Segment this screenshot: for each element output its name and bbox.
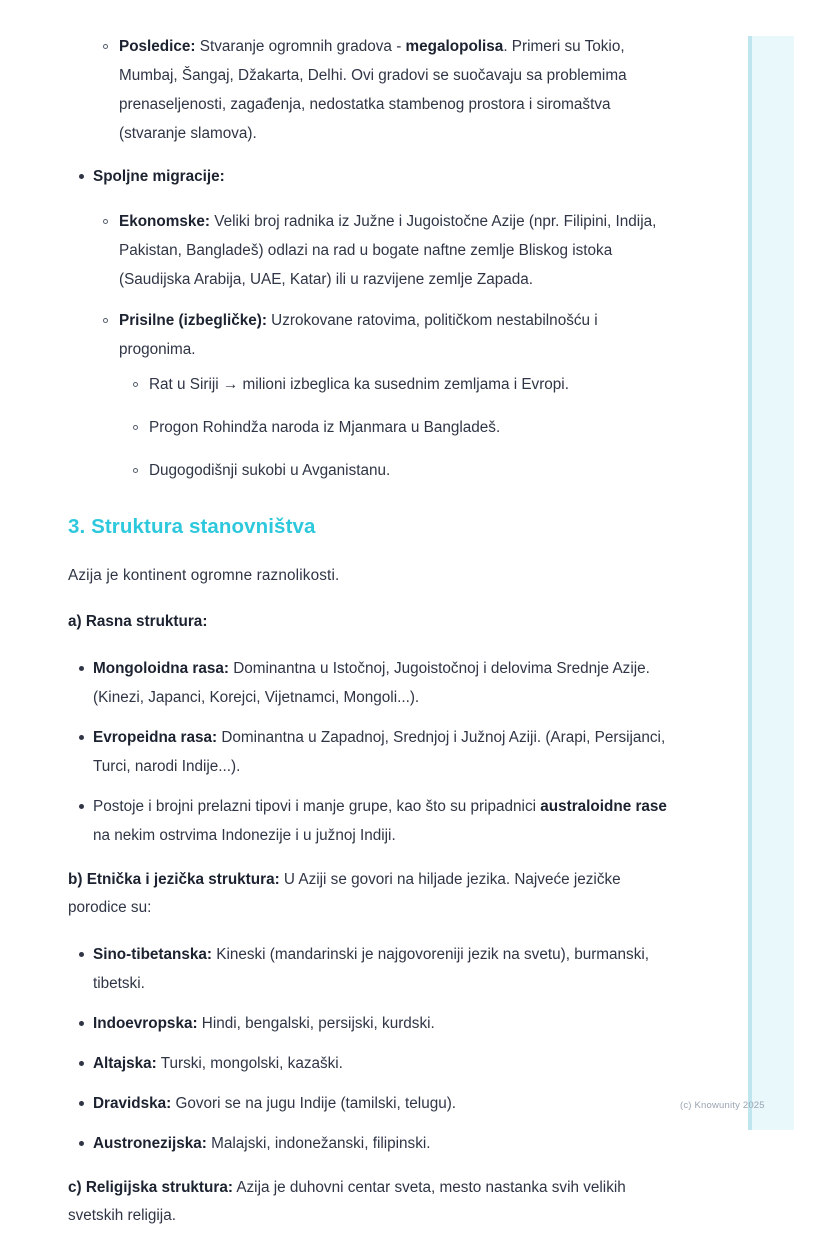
prelazni-tipovi-text-pre: Postoje i brojni prelazni tipovi i manje grupe, kao što su pripadnici bbox=[93, 798, 541, 815]
ekonomske-label: Ekonomske: bbox=[119, 213, 210, 230]
document-content bbox=[68, 32, 668, 1248]
mongoloidna-rasa-label: Mongoloidna rasa: bbox=[93, 660, 229, 677]
rasna-struktura-list bbox=[68, 654, 668, 850]
right-strip-edge-line bbox=[748, 36, 752, 1130]
list-item-austronezijska bbox=[68, 1129, 668, 1158]
ekonomske-text: Veliki broj radnika iz Južne i Jugoistočne Azije (npr. Filipini, Indija, Pakistan, Bangladeš) odlazi na rad u bogate naftne zemlje Bliskog istoka (Saudijska Arabija, UAE, Katar) ili u razvijene zemlje Zapada. bbox=[119, 213, 657, 288]
list-item-altajska bbox=[68, 1049, 668, 1078]
right-decorative-strip bbox=[748, 36, 794, 1130]
prisilne-text: Uzrokovane ratovima, političkom nestabilnošću i progonima. bbox=[119, 312, 598, 358]
etnicka-heading-rest: U Aziji se govori na hiljade jezika. Najveće jezičke porodice su: bbox=[68, 871, 621, 916]
section-heading-struktura-stanovnistva: 3. Struktura stanovništva bbox=[68, 515, 316, 538]
austronezijska-text: Malajski, indonežanski, filipinski. bbox=[206, 1135, 431, 1152]
subheading-etnicka-jezicka-struktura bbox=[68, 866, 668, 922]
mongoloidna-rasa-text: Dominantna u Istočnoj, Jugoistočnoj i delovima Srednje Azije. (Kinezi, Japanci, Korejci, Vijetnamci, Mongoli...). bbox=[93, 660, 650, 706]
section-3-intro-paragraph: Azija je kontinent ogromne raznolikosti. bbox=[68, 567, 340, 584]
list-item-ekonomske bbox=[68, 207, 668, 294]
posledice-text-3: . Primeri su Tokio, Mumbaj, Šangaj, Džakarta, Delhi. Ovi gradovi se suočavaju sa problemima prenaseljenosti, zagađenja, nedostatka stambenog prostora i siromaštva (stvaranje slamova). bbox=[119, 38, 627, 142]
subheading-rasna-struktura: a) Rasna struktura: bbox=[68, 613, 208, 630]
list-item: Rat u Siriji → milioni izbeglica ka susednim zemljama i Evropi. bbox=[119, 370, 668, 399]
jezicke-porodice-list bbox=[68, 940, 668, 1158]
migracije-sublist bbox=[68, 207, 668, 485]
megalopolisa-bold: megalopolisa bbox=[405, 38, 504, 55]
list-item-dravidska bbox=[68, 1089, 668, 1118]
austronezijska-label: Austronezijska: bbox=[93, 1135, 207, 1152]
religijska-heading-rest: Azija je duhovni centar sveta, mesto nastanka svih velikih svetskih religija. bbox=[68, 1179, 626, 1224]
indoevropska-label: Indoevropska: bbox=[93, 1015, 198, 1032]
posledice-text-1: Stvaranje ogromnih gradova - bbox=[195, 38, 406, 55]
evropeidna-rasa-label: Evropeidna rasa: bbox=[93, 729, 218, 746]
spoljne-migracije-label: Spoljne migracije: bbox=[93, 168, 225, 185]
australoidne-rase-bold: australoidne rase bbox=[540, 798, 667, 815]
etnicka-heading-label: b) Etnička i jezička struktura: bbox=[68, 871, 280, 888]
sino-tibetanska-text: Kineski (mandarinski je najgovoreniji jezik na svetu), burmanski, tibetski. bbox=[93, 946, 649, 992]
watermark-knowunity: (c) Knowunity 2025 bbox=[680, 1100, 765, 1111]
dravidska-text: Govori se na jugu Indije (tamilski, telugu). bbox=[171, 1095, 457, 1112]
posledice-list bbox=[68, 32, 668, 148]
sino-tibetanska-label: Sino-tibetanska: bbox=[93, 946, 212, 963]
altajska-text: Turski, mongolski, kazaški. bbox=[156, 1055, 343, 1072]
altajska-label: Altajska: bbox=[93, 1055, 157, 1072]
list-item-spoljne-migracije bbox=[68, 162, 668, 191]
subheading-religijska-struktura bbox=[68, 1174, 668, 1230]
prisilne-examples-list bbox=[119, 370, 668, 485]
prelazni-tipovi-text-post: na nekim ostrvima Indonezije i u južnoj Indiji. bbox=[93, 827, 396, 844]
prisilne-label: Prisilne (izbegličke): bbox=[119, 312, 267, 329]
list-item-posledice bbox=[68, 32, 668, 148]
dravidska-label: Dravidska: bbox=[93, 1095, 172, 1112]
list-item-mongoloidna-rasa bbox=[68, 654, 668, 712]
list-item-prelazni-tipovi bbox=[68, 792, 668, 850]
list-item-sino-tibetanska bbox=[68, 940, 668, 998]
list-item-indoevropska bbox=[68, 1009, 668, 1038]
list-item: Dugogodišnji sukobi u Avganistanu. bbox=[119, 456, 668, 485]
evropeidna-rasa-text: Dominantna u Zapadnoj, Srednjoj i Južnoj Aziji. (Arapi, Persijanci, Turci, narodi Indije...). bbox=[93, 729, 666, 775]
list-item-evropeidna-rasa bbox=[68, 723, 668, 781]
religijska-heading-label: c) Religijska struktura: bbox=[68, 1179, 233, 1196]
indoevropska-text: Hindi, bengalski, persijski, kurdski. bbox=[197, 1015, 435, 1032]
list-item-prisilne bbox=[68, 306, 668, 485]
list-item: Progon Rohindža naroda iz Mjanmara u Bangladeš. bbox=[119, 413, 668, 442]
posledice-label: Posledice: bbox=[119, 38, 196, 55]
spoljne-migracije-list bbox=[68, 162, 668, 191]
